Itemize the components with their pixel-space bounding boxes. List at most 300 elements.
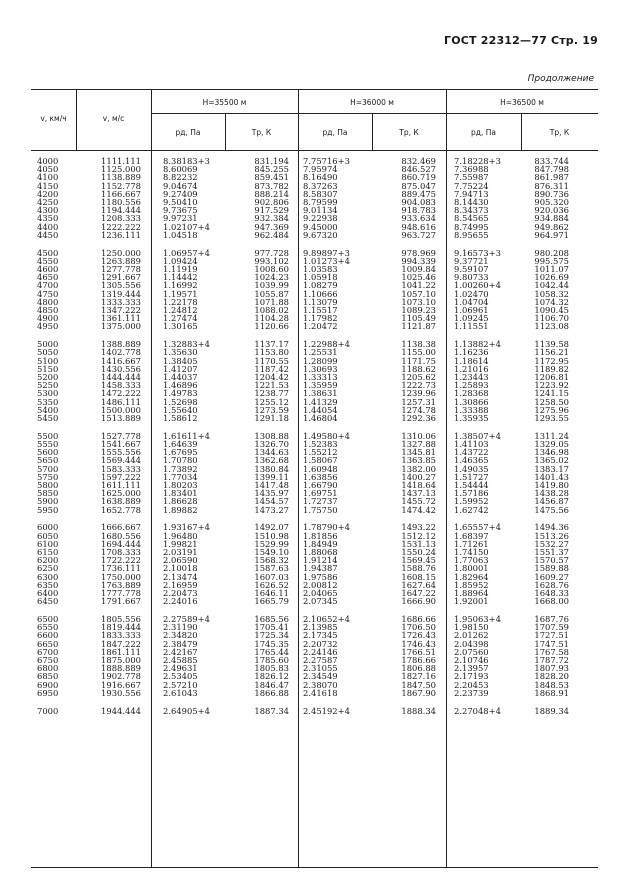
cell-pressure-2: 1.88068 <box>303 547 338 557</box>
cell-temperature-2: 875.047 <box>401 180 436 191</box>
cell-temperature-3: 1189.82 <box>534 363 569 374</box>
cell-v-kmh: 6900 <box>37 679 59 690</box>
cell-pressure-3: 1.80001 <box>454 563 489 574</box>
cell-pressure-3: 1.88964 <box>454 588 489 598</box>
cell-pressure-1: 1.35630 <box>163 347 198 358</box>
cell-pressure-3: 7.75224 <box>454 180 489 191</box>
cell-temperature-3: 1123.08 <box>534 321 569 332</box>
cell-pressure-2: 8.37263 <box>303 180 338 191</box>
cell-temperature-1: 1344.63 <box>254 447 289 458</box>
cell-pressure-2: 2.27587 <box>303 655 338 665</box>
table-row <box>31 597 598 605</box>
cell-v-ms: 1291.667 <box>101 272 141 283</box>
cell-pressure-2: 1.03583 <box>303 264 338 274</box>
cell-v-kmh: 6350 <box>37 579 59 590</box>
cell-temperature-2: 918.783 <box>401 205 436 216</box>
cell-v-ms: 1402.778 <box>101 347 141 358</box>
cell-temperature-1: 1454.57 <box>254 496 289 507</box>
data-table <box>31 89 598 868</box>
cell-v-kmh: 6500 <box>37 614 59 624</box>
cell-pressure-2: 1.52383 <box>303 439 338 449</box>
cell-v-ms: 1638.889 <box>101 496 141 507</box>
cell-pressure-2: 1.84949 <box>303 538 338 549</box>
cell-pressure-2: 2.24146 <box>303 646 338 657</box>
cell-v-ms: 1347.222 <box>101 305 141 315</box>
cell-pressure-3: 1.65557+4 <box>454 522 501 533</box>
cell-pressure-3: 1.77063 <box>454 555 489 566</box>
cell-temperature-1: 859.451 <box>254 172 289 183</box>
header-v-ms: v, м/с <box>102 114 125 123</box>
cell-v-ms: 1263.889 <box>101 255 141 266</box>
cell-temperature-1: 1646.11 <box>254 588 289 598</box>
cell-pressure-2: 1.91214 <box>303 555 338 566</box>
cell-pressure-2: 1.30693 <box>303 363 338 374</box>
cell-pressure-1: 1.46896 <box>163 380 198 391</box>
cell-pressure-1: 1.58612 <box>163 413 198 423</box>
cell-pressure-1: 9.04674 <box>163 180 198 191</box>
cell-temperature-3: 980.208 <box>534 247 569 258</box>
cell-temperature-1: 1473.27 <box>254 504 289 515</box>
cell-v-kmh: 6750 <box>37 655 59 665</box>
cell-pressure-2: 1.41329 <box>303 396 338 407</box>
cell-pressure-2: 1.66790 <box>303 480 338 490</box>
header-rule <box>151 113 598 114</box>
cell-v-kmh: 4300 <box>37 205 59 216</box>
cell-v-kmh: 5900 <box>37 496 59 507</box>
cell-pressure-3: 1.54444 <box>454 480 489 490</box>
cell-temperature-2: 1786.66 <box>401 655 436 665</box>
cell-temperature-2: 1382.00 <box>401 463 436 474</box>
cell-pressure-3: 1.28368 <box>454 388 489 399</box>
cell-v-ms: 1888.889 <box>101 663 141 674</box>
cell-pressure-3: 1.41103 <box>454 439 489 449</box>
cell-pressure-1: 2.45885 <box>163 655 198 665</box>
cell-pressure-1: 1.14442 <box>163 272 198 283</box>
cell-v-kmh: 6450 <box>37 596 59 607</box>
cell-temperature-1: 1626.52 <box>254 579 289 590</box>
cell-v-ms: 1916.667 <box>101 679 141 690</box>
cell-pressure-2: 1.49580+4 <box>303 430 350 441</box>
cell-temperature-2: 1025.46 <box>401 272 436 283</box>
cell-v-kmh: 4900 <box>37 313 59 324</box>
cell-v-kmh: 6800 <box>37 663 59 674</box>
cell-pressure-2: 1.20472 <box>303 321 338 332</box>
cell-v-kmh: 5150 <box>37 363 59 374</box>
cell-pressure-2: 1.94387 <box>303 563 338 574</box>
cell-pressure-3: 9.80733 <box>454 272 489 283</box>
cell-pressure-3: 1.33388 <box>454 404 489 415</box>
cell-pressure-1: 2.24016 <box>163 596 198 607</box>
cell-v-ms: 1125.000 <box>101 164 141 175</box>
cell-temperature-1: 1071.88 <box>254 296 289 307</box>
cell-temperature-2: 1726.43 <box>401 630 436 641</box>
cell-pressure-1: 1.19571 <box>163 288 198 299</box>
cell-v-ms: 1236.111 <box>101 229 141 240</box>
cell-pressure-3: 7.36988 <box>454 164 489 175</box>
cell-pressure-3: 1.11551 <box>454 321 489 332</box>
cell-pressure-3: 1.43722 <box>454 447 489 458</box>
cell-v-kmh: 6250 <box>37 563 59 574</box>
table-row <box>31 231 598 239</box>
cell-v-ms: 1666.667 <box>101 522 141 533</box>
cell-v-ms: 1750.000 <box>101 571 141 582</box>
cell-pressure-3: 2.13957 <box>454 663 489 674</box>
cell-v-ms: 1388.889 <box>101 339 141 350</box>
cell-temperature-1: 1221.53 <box>254 380 289 391</box>
cell-temperature-1: 993.102 <box>254 255 289 266</box>
cell-v-ms: 1680.556 <box>101 530 141 541</box>
cell-temperature-3: 1648.33 <box>534 588 569 598</box>
cell-temperature-3: 1383.17 <box>534 463 569 474</box>
cell-v-ms: 1180.556 <box>101 197 141 207</box>
cell-pressure-3: 1.09245 <box>454 313 489 324</box>
cell-v-kmh: 5600 <box>37 447 59 458</box>
cell-pressure-1: 2.64905+4 <box>163 705 210 716</box>
cell-pressure-3: 2.27048+4 <box>454 705 501 716</box>
cell-temperature-3: 905.320 <box>534 197 569 207</box>
cell-pressure-1: 1.77034 <box>163 471 198 482</box>
cell-pressure-3: 2.07560 <box>454 646 489 657</box>
cell-temperature-3: 1090.45 <box>534 305 569 315</box>
cell-v-kmh: 5950 <box>37 504 59 515</box>
cell-pressure-1: 1.52698 <box>163 396 198 407</box>
cell-pressure-2: 1.13079 <box>303 296 338 307</box>
cell-temperature-3: 1609.27 <box>534 571 569 582</box>
header-altitude-2: H=36000 м <box>350 98 394 107</box>
cell-v-ms: 1611.111 <box>101 480 141 490</box>
cell-pressure-1: 1.02107+4 <box>163 221 210 232</box>
cell-temperature-1: 1568.32 <box>254 555 289 566</box>
cell-pressure-3: 1.21016 <box>454 363 489 374</box>
cell-temperature-3: 1807.93 <box>534 663 569 674</box>
cell-pressure-2: 1.35959 <box>303 380 338 391</box>
cell-v-ms: 1319.444 <box>101 288 141 299</box>
cell-temperature-3: 1139.58 <box>534 339 569 350</box>
cell-pressure-2: 1.33313 <box>303 372 338 382</box>
cell-temperature-1: 1665.79 <box>254 596 289 607</box>
cell-temperature-3: 861.987 <box>534 172 569 183</box>
cell-pressure-1: 2.13474 <box>163 571 198 582</box>
cell-pressure-2: 1.63856 <box>303 471 338 482</box>
cell-pressure-1: 9.27409 <box>163 188 198 199</box>
cell-v-kmh: 5800 <box>37 480 59 490</box>
cell-temperature-3: 1570.57 <box>534 555 569 566</box>
cell-temperature-3: 1011.07 <box>534 264 569 274</box>
cell-temperature-1: 1785.60 <box>254 655 289 665</box>
cell-temperature-3: 1241.15 <box>534 388 569 399</box>
cell-temperature-2: 1041.22 <box>401 280 436 291</box>
cell-v-ms: 1763.889 <box>101 579 141 590</box>
cell-temperature-1: 1826.12 <box>254 671 289 682</box>
cell-pressure-1: 1.80203 <box>163 480 198 490</box>
cell-temperature-3: 1042.44 <box>534 280 569 291</box>
cell-pressure-3: 7.18228+3 <box>454 156 501 166</box>
cell-v-kmh: 4400 <box>37 221 59 232</box>
cell-v-ms: 1152.778 <box>101 180 141 191</box>
cell-pressure-2: 2.04065 <box>303 588 338 598</box>
cell-temperature-1: 1705.41 <box>254 622 289 633</box>
cell-pressure-2: 2.45192+4 <box>303 705 350 716</box>
cell-pressure-1: 1.38405 <box>163 355 198 366</box>
cell-temperature-1: 888.214 <box>254 188 289 199</box>
cell-temperature-1: 1187.42 <box>254 363 289 374</box>
cell-v-ms: 1722.222 <box>101 555 141 566</box>
cell-v-kmh: 4950 <box>37 321 59 332</box>
cell-pressure-3: 1.46365 <box>454 455 489 466</box>
cell-v-ms: 1444.444 <box>101 372 141 382</box>
cell-pressure-2: 1.28099 <box>303 355 338 366</box>
cell-pressure-2: 1.60948 <box>303 463 338 474</box>
cell-temperature-1: 932.384 <box>254 213 289 224</box>
cell-temperature-2: 1400.27 <box>401 471 436 482</box>
cell-pressure-3: 1.71261 <box>454 538 489 549</box>
cell-v-ms: 1583.333 <box>101 463 141 474</box>
cell-pressure-2: 2.00812 <box>303 579 338 590</box>
cell-v-kmh: 5550 <box>37 439 59 449</box>
cell-v-kmh: 6400 <box>37 588 59 598</box>
cell-pressure-1: 1.49783 <box>163 388 198 399</box>
cell-temperature-3: 1707.59 <box>534 622 569 633</box>
cell-v-kmh: 4200 <box>37 188 59 199</box>
cell-v-ms: 1430.556 <box>101 363 141 374</box>
cell-pressure-3: 8.54565 <box>454 213 489 224</box>
header-v-kmh: v, км/ч <box>40 114 67 123</box>
cell-temperature-2: 846.527 <box>401 164 436 175</box>
cell-temperature-3: 1172.95 <box>534 355 569 366</box>
cell-pressure-3: 9.59107 <box>454 264 489 274</box>
cell-pressure-3: 1.59952 <box>454 496 489 507</box>
cell-temperature-2: 1057.10 <box>401 288 436 299</box>
cell-temperature-2: 1363.85 <box>401 455 436 466</box>
cell-pressure-2: 2.41618 <box>303 687 338 698</box>
cell-temperature-3: 890.736 <box>534 188 569 199</box>
cell-pressure-3: 1.57186 <box>454 488 489 499</box>
header-temperature-2: Tр, К <box>399 128 419 137</box>
cell-v-kmh: 4350 <box>37 213 59 224</box>
cell-v-kmh: 6100 <box>37 538 59 549</box>
cell-pressure-1: 2.61043 <box>163 687 198 698</box>
cell-v-ms: 1472.222 <box>101 388 141 399</box>
cell-temperature-3: 1848.53 <box>534 679 569 690</box>
cell-v-kmh: 5350 <box>37 396 59 407</box>
cell-temperature-2: 1806.88 <box>401 663 436 674</box>
cell-temperature-1: 831.194 <box>254 156 289 166</box>
cell-v-ms: 1944.444 <box>101 705 141 716</box>
cell-temperature-2: 1009.84 <box>401 264 436 274</box>
cell-pressure-1: 1.22178 <box>163 296 198 307</box>
header-altitude-3: H=36500 м <box>500 98 544 107</box>
cell-v-kmh: 5300 <box>37 388 59 399</box>
cell-v-kmh: 4650 <box>37 272 59 283</box>
cell-temperature-1: 1435.97 <box>254 488 289 499</box>
cell-pressure-3: 9.16573+3 <box>454 247 501 258</box>
cell-pressure-2: 2.38070 <box>303 679 338 690</box>
cell-temperature-1: 1866.88 <box>254 687 289 698</box>
cell-temperature-1: 1088.02 <box>254 305 289 315</box>
cell-temperature-2: 1257.31 <box>401 396 436 407</box>
cell-pressure-2: 7.75716+3 <box>303 156 350 166</box>
cell-temperature-3: 1026.69 <box>534 272 569 283</box>
cell-pressure-1: 2.49631 <box>163 663 198 674</box>
cell-temperature-2: 1205.62 <box>401 372 436 382</box>
cell-temperature-3: 833.744 <box>534 156 569 166</box>
cell-temperature-2: 933.634 <box>401 213 436 224</box>
cell-temperature-2: 1138.38 <box>401 339 436 350</box>
cell-pressure-2: 1.72737 <box>303 496 338 507</box>
cell-temperature-2: 1766.51 <box>401 646 436 657</box>
cell-temperature-1: 1204.42 <box>254 372 289 382</box>
cell-pressure-1: 2.20473 <box>163 588 198 598</box>
cell-temperature-2: 1073.10 <box>401 296 436 307</box>
cell-pressure-2: 1.17982 <box>303 313 338 324</box>
cell-temperature-2: 1746.43 <box>401 638 436 649</box>
cell-pressure-1: 1.06957+4 <box>163 247 210 258</box>
cell-v-kmh: 6300 <box>37 571 59 582</box>
cell-pressure-1: 9.73675 <box>163 205 198 216</box>
cell-pressure-2: 2.10652+4 <box>303 614 350 624</box>
cell-temperature-3: 876.311 <box>534 180 569 191</box>
cell-v-ms: 1305.556 <box>101 280 141 291</box>
cell-pressure-2: 2.07345 <box>303 596 338 607</box>
cell-temperature-3: 1293.55 <box>534 413 569 423</box>
cell-v-kmh: 4700 <box>37 280 59 291</box>
cell-v-kmh: 5650 <box>37 455 59 466</box>
cell-pressure-2: 1.38631 <box>303 388 338 399</box>
cell-v-kmh: 6850 <box>37 671 59 682</box>
cell-temperature-1: 1887.34 <box>254 705 289 716</box>
table-row <box>31 689 598 697</box>
cell-temperature-2: 904.083 <box>401 197 436 207</box>
cell-pressure-1: 1.67695 <box>163 447 198 458</box>
cell-pressure-2: 8.58307 <box>303 188 338 199</box>
cell-v-ms: 1111.111 <box>101 156 141 166</box>
cell-pressure-1: 2.27589+4 <box>163 614 210 624</box>
cell-temperature-1: 845.255 <box>254 164 289 175</box>
cell-temperature-2: 1188.62 <box>401 363 436 374</box>
cell-pressure-3: 1.38507+4 <box>454 430 501 441</box>
cell-temperature-3: 1365.02 <box>534 455 569 466</box>
cell-pressure-2: 2.17345 <box>303 630 338 641</box>
cell-pressure-3: 1.62742 <box>454 504 489 515</box>
cell-temperature-1: 1399.11 <box>254 471 289 482</box>
cell-pressure-2: 9.89897+3 <box>303 247 350 258</box>
cell-temperature-3: 1206.81 <box>534 372 569 382</box>
cell-temperature-2: 1512.12 <box>401 530 436 541</box>
cell-v-ms: 1250.000 <box>101 247 141 258</box>
cell-pressure-3: 1.98150 <box>454 622 489 633</box>
cell-temperature-1: 1685.56 <box>254 614 289 624</box>
cell-temperature-2: 1418.64 <box>401 480 436 490</box>
cell-pressure-2: 1.44054 <box>303 404 338 415</box>
cell-pressure-1: 1.04518 <box>163 229 198 240</box>
cell-temperature-3: 1456.87 <box>534 496 569 507</box>
cell-temperature-2: 832.469 <box>401 156 436 166</box>
cell-pressure-2: 1.46804 <box>303 413 338 423</box>
cell-pressure-2: 2.34549 <box>303 671 338 682</box>
cell-v-ms: 1416.667 <box>101 355 141 366</box>
cell-temperature-1: 1326.70 <box>254 439 289 449</box>
cell-temperature-1: 902.806 <box>254 197 289 207</box>
cell-pressure-2: 8.79599 <box>303 197 338 207</box>
cell-v-kmh: 5500 <box>37 430 59 441</box>
cell-pressure-1: 1.73892 <box>163 463 198 474</box>
cell-v-kmh: 5450 <box>37 413 59 423</box>
cell-v-ms: 1833.333 <box>101 630 141 641</box>
cell-pressure-1: 1.96480 <box>163 530 198 541</box>
cell-temperature-2: 1089.23 <box>401 305 436 315</box>
cell-temperature-2: 994.339 <box>401 255 436 266</box>
cell-temperature-2: 963.727 <box>401 229 436 240</box>
cell-pressure-3: 1.35935 <box>454 413 489 423</box>
cell-pressure-1: 2.57210 <box>163 679 198 690</box>
cell-pressure-1: 1.93167+4 <box>163 522 210 533</box>
cell-pressure-3: 1.23443 <box>454 372 489 382</box>
cell-temperature-3: 1074.32 <box>534 296 569 307</box>
cell-pressure-2: 1.01273+4 <box>303 255 350 266</box>
cell-pressure-3: 8.95655 <box>454 229 489 240</box>
cell-v-ms: 1819.444 <box>101 622 141 633</box>
cell-temperature-1: 1104.28 <box>254 313 289 324</box>
cell-v-ms: 1694.444 <box>101 538 141 549</box>
cell-temperature-2: 1239.96 <box>401 388 436 399</box>
cell-temperature-2: 1493.22 <box>401 522 436 533</box>
cell-v-ms: 1847.222 <box>101 638 141 649</box>
cell-v-ms: 1652.778 <box>101 504 141 515</box>
cell-temperature-3: 1767.58 <box>534 646 569 657</box>
cell-temperature-1: 1024.23 <box>254 272 289 283</box>
cell-pressure-3: 1.00260+4 <box>454 280 501 291</box>
cell-temperature-1: 1137.17 <box>254 339 289 350</box>
cell-pressure-1: 8.82232 <box>163 172 198 183</box>
cell-v-kmh: 6050 <box>37 530 59 541</box>
cell-temperature-1: 1529.99 <box>254 538 289 549</box>
cell-pressure-2: 9.67320 <box>303 229 338 240</box>
cell-temperature-3: 1329.05 <box>534 439 569 449</box>
cell-pressure-1: 1.41207 <box>163 363 198 374</box>
cell-pressure-1: 2.06590 <box>163 555 198 566</box>
cell-temperature-2: 1847.50 <box>401 679 436 690</box>
cell-temperature-1: 1273.59 <box>254 404 289 415</box>
cell-pressure-2: 1.55212 <box>303 447 338 458</box>
cell-temperature-2: 1888.34 <box>401 705 436 716</box>
cell-temperature-3: 1058.32 <box>534 288 569 299</box>
cell-v-kmh: 4450 <box>37 229 59 240</box>
cell-temperature-3: 1494.36 <box>534 522 569 533</box>
cell-temperature-1: 1255.12 <box>254 396 289 407</box>
cell-pressure-2: 7.95974 <box>303 164 338 175</box>
header-temperature-1: Tр, К <box>251 128 272 137</box>
cell-temperature-1: 1492.07 <box>254 522 289 533</box>
cell-temperature-2: 1345.81 <box>401 447 436 458</box>
cell-pressure-2: 9.45000 <box>303 221 338 232</box>
cell-temperature-1: 1238.77 <box>254 388 289 399</box>
cell-temperature-2: 1550.24 <box>401 547 436 557</box>
cell-temperature-3: 1532.27 <box>534 538 569 549</box>
cell-temperature-3: 1551.37 <box>534 547 569 557</box>
cell-temperature-3: 1346.98 <box>534 447 569 458</box>
cell-temperature-1: 1510.98 <box>254 530 289 541</box>
cell-pressure-3: 9.37721 <box>454 255 489 266</box>
cell-v-kmh: 4000 <box>37 156 59 166</box>
cell-pressure-3: 1.95063+4 <box>454 614 501 624</box>
cell-pressure-3: 7.55987 <box>454 172 489 183</box>
cell-temperature-2: 1608.15 <box>401 571 436 582</box>
cell-v-ms: 1930.556 <box>101 687 141 698</box>
cell-v-kmh: 7000 <box>37 705 59 716</box>
cell-pressure-2: 9.22938 <box>303 213 338 224</box>
cell-temperature-1: 1725.34 <box>254 630 289 641</box>
cell-temperature-1: 1362.68 <box>254 455 289 466</box>
